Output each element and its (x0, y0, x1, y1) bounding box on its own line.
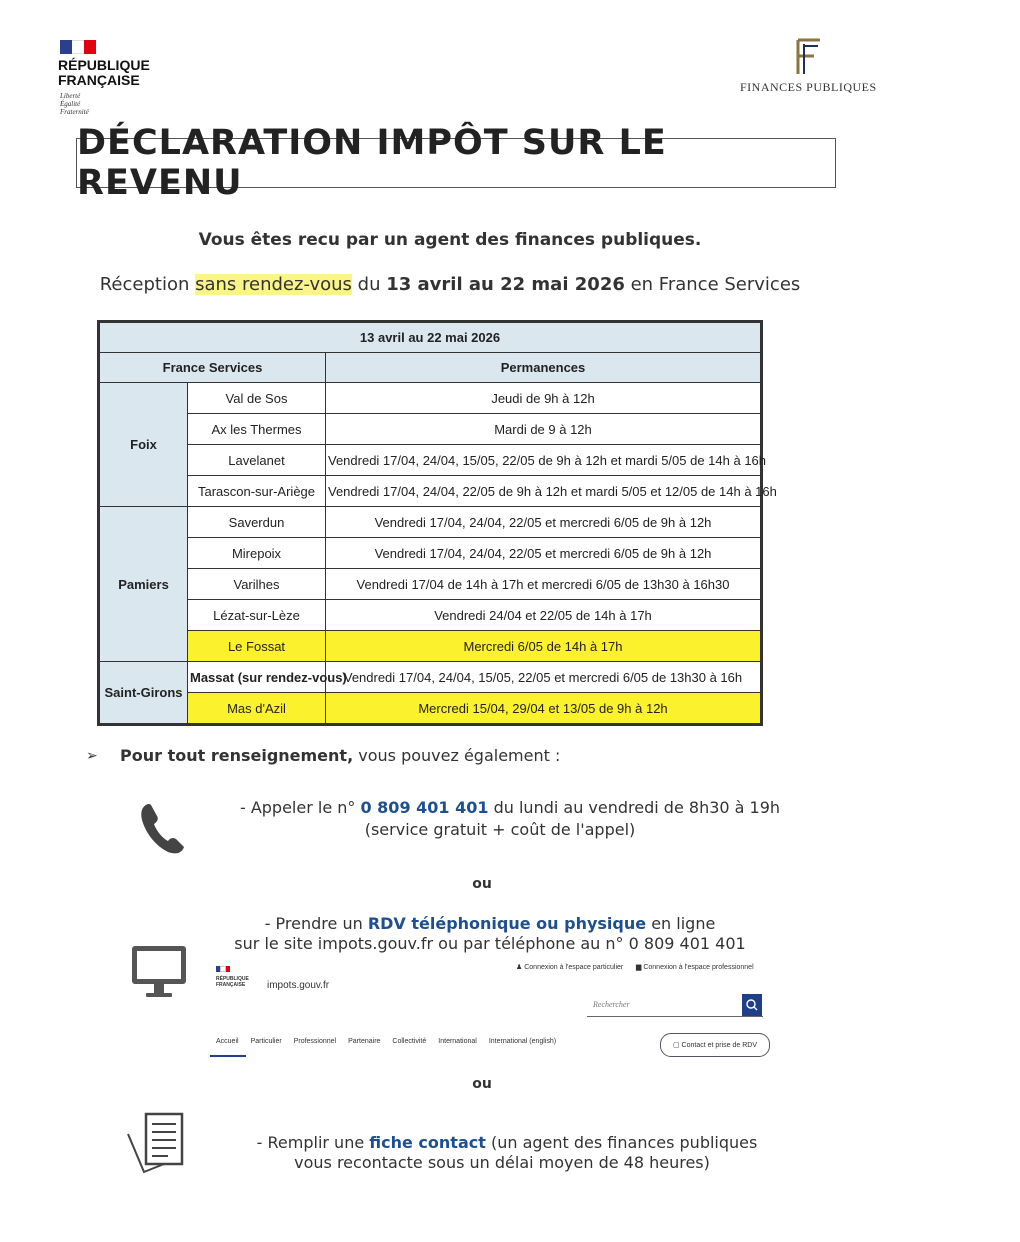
table-row-hours: Jeudi de 9h à 12h (326, 383, 761, 414)
nav-item-professionnel[interactable]: Professionnel (293, 1038, 337, 1045)
schedule-table (97, 320, 777, 726)
table-row-service-highlighted: Mas d'Azil (188, 693, 326, 724)
group-pamiers: Pamiers (100, 507, 188, 662)
table-row-hours: Vendredi 17/04, 24/04, 22/05 et mercredi 6/05 de 9h à 12h (326, 538, 761, 569)
fiche-line-2: vous recontacte sous un délai moyen de 48 heures) (294, 1153, 710, 1172)
title-box (76, 123, 836, 203)
table-row-service: Val de Sos (188, 383, 326, 414)
col-header-permanences: Permanences (326, 353, 761, 383)
website-nav (216, 1038, 556, 1045)
group-foix: Foix (100, 383, 188, 507)
table-row-hours: Vendredi 17/04 de 14h à 17h et mercredi 6/05 de 13h30 à 16h30 (326, 569, 761, 600)
table-row-service: Massat (sur rendez-vous) (188, 662, 326, 693)
subtitle: Vous êtes recu par un agent des finances publiques. (198, 230, 702, 250)
nav-item-international-english[interactable]: International (english) (488, 1038, 557, 1045)
nav-item-collectivite[interactable]: Collectivité (392, 1038, 427, 1045)
contact-rdv-button[interactable]: ▢ Contact et prise de RDV (660, 1033, 770, 1057)
separator-ou: ou (472, 876, 492, 892)
table-row-hours: Mardi de 9 à 12h (326, 414, 761, 445)
col-header-services: France Services (100, 353, 326, 383)
table-row-hours: Vendredi 17/04, 24/04, 22/05 de 9h à 12h et mardi 5/05 et 12/05 de 14h à 16h (326, 476, 761, 507)
table-row-service: Mirepoix (188, 538, 326, 569)
republic-motto: Liberté Égalité Fraternité (60, 92, 89, 116)
phone-number: 0 809 401 401 (360, 798, 489, 817)
rdv-line-2: sur le site impots.gouv.fr ou par téléphone au n° 0 809 401 401 (234, 934, 746, 953)
table-row-service: Lavelanet (188, 445, 326, 476)
nav-item-particulier[interactable]: Particulier (250, 1038, 282, 1045)
table-row-service: Tarascon-sur-Ariège (188, 476, 326, 507)
website-rf-logo: RÉPUBLIQUE FRANÇAISE (216, 976, 249, 988)
group-saint-girons: Saint-Girons (100, 662, 188, 724)
table-row-hours: Vendredi 24/04 et 22/05 de 14h à 17h (326, 600, 761, 631)
arrow-bullet-icon: ➢ (86, 748, 98, 764)
computer-monitor-icon (130, 944, 188, 1002)
table-row-service: Saverdun (188, 507, 326, 538)
call-line-1: - Appeler le n° 0 809 401 401 du lundi au vendredi de 8h30 à 19h (239, 798, 781, 817)
reception-highlight: sans rendez-vous (195, 274, 352, 295)
website-search-button[interactable] (742, 994, 762, 1016)
republique-francaise-logo: RÉPUBLIQUE FRANÇAISE (58, 57, 150, 88)
nav-item-accueil[interactable]: Accueil (216, 1038, 239, 1045)
website-flag-logo (216, 966, 230, 972)
table-row-hours-highlighted: Mercredi 6/05 de 14h à 17h (326, 631, 761, 662)
nav-item-partenaire[interactable]: Partenaire (348, 1038, 381, 1045)
table-row-service: Varilhes (188, 569, 326, 600)
link-espace-professionnel[interactable]: ▆ Connexion à l'espace professionnel (636, 964, 754, 971)
search-placeholder: Rechercher (593, 1000, 630, 1009)
table-row-service: Lézat-sur-Lèze (188, 600, 326, 631)
table-row-hours-highlighted: Mercredi 15/04, 29/04 et 13/05 de 9h à 12h (326, 693, 761, 724)
marianne-flag-logo (60, 40, 96, 54)
fiche-line-1: - Remplir une fiche contact (un agent des finances publiques (256, 1133, 758, 1152)
rdv-line-1: - Prendre un RDV téléphonique ou physique en ligne (264, 914, 716, 933)
finances-publiques-logo-icon (790, 36, 824, 76)
call-line-2: (service gratuit + coût de l'appel) (364, 820, 636, 839)
table-row-hours: Vendredi 17/04, 24/04, 15/05, 22/05 et mercredi 6/05 de 13h30 à 16h (326, 662, 761, 693)
nav-active-underline (210, 1055, 246, 1057)
separator-ou: ou (472, 1076, 492, 1092)
table-period-header: 13 avril au 22 mai 2026 (100, 323, 761, 353)
link-espace-particulier[interactable]: ♟ Connexion à l'espace particulier (516, 964, 624, 971)
table-row-service: Ax les Thermes (188, 414, 326, 445)
building-icon: ▆ (636, 964, 644, 971)
table-row-hours: Vendredi 17/04, 24/04, 15/05, 22/05 de 9h à 12h et mardi 5/05 de 14h à 16h (326, 445, 761, 476)
nav-item-international[interactable]: International (438, 1038, 477, 1045)
table-row-hours: Vendredi 17/04, 24/04, 22/05 et mercredi 6/05 de 9h à 12h (326, 507, 761, 538)
info-lead: Pour tout renseignement, vous pouvez également : (120, 746, 561, 765)
website-name[interactable]: impots.gouv.fr (267, 980, 330, 991)
table-row-service-highlighted: Le Fossat (188, 631, 326, 662)
user-icon: ♟ (516, 964, 525, 971)
search-icon (742, 994, 762, 1016)
reception-line: Réception sans rendez-vous du 13 avril au 22 mai 2026 en France Services (99, 274, 801, 295)
calendar-icon: ▢ (672, 1042, 682, 1049)
page-title: DÉCLARATION IMPÔT SUR LE REVENU (77, 123, 667, 203)
finances-publiques-name: FINANCES PUBLIQUES (740, 80, 877, 94)
